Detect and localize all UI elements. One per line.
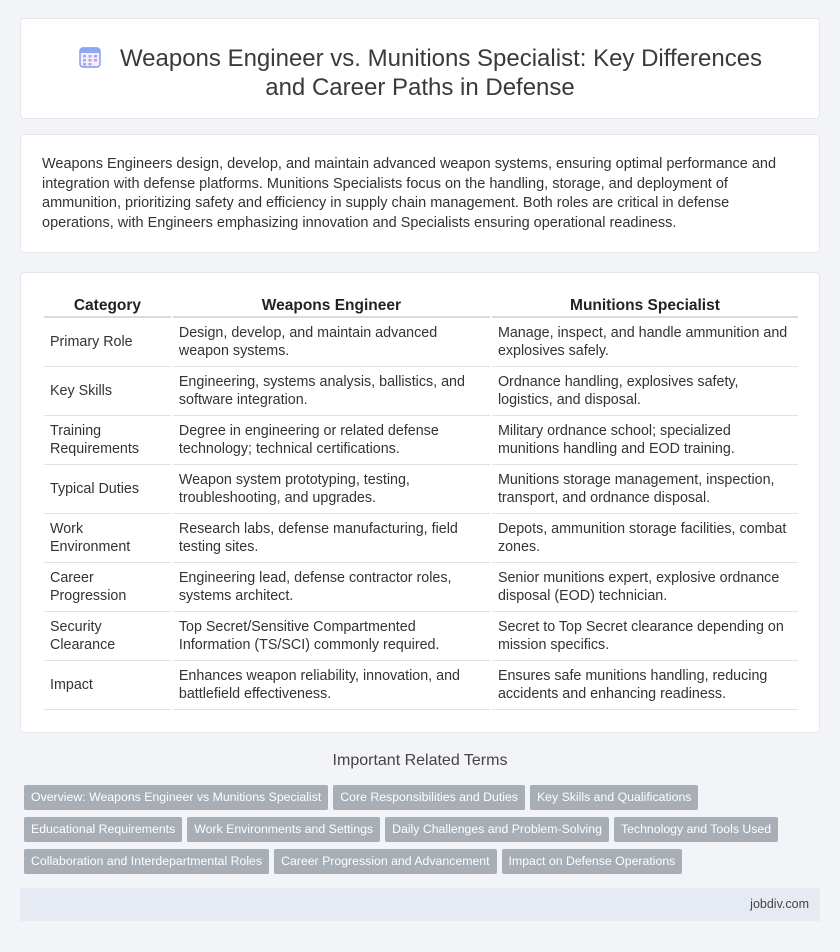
row-engineer-value: Enhances weapon reliability, innovation, and battlefield effectiveness. xyxy=(173,661,490,710)
row-specialist-value: Senior munitions expert, explosive ordnance disposal (EOD) technician. xyxy=(492,563,798,612)
intro-paragraph: Weapons Engineers design, develop, and maintain advanced weapon systems, ensuring optimal performance and integration with defense platforms. Munitions Specialists focus on the handling, storage, and deployment of ammunition, prioritizing safety and efficiency in supply chain management. Both roles are critical in defense operations, with Engineers emphasizing innovation and Specialists ensuring operational readiness. xyxy=(42,156,777,231)
table-row xyxy=(44,416,798,465)
column-header-category: Category xyxy=(44,296,171,318)
row-specialist-value: Manage, inspect, and handle ammunition and explosives safely. xyxy=(492,318,798,367)
table-row xyxy=(44,465,798,514)
row-category: Primary Role xyxy=(44,318,171,367)
table-header-row xyxy=(44,296,798,318)
row-specialist-value: Depots, ammunition storage facilities, combat zones. xyxy=(492,514,798,563)
related-term-tag[interactable]: Daily Challenges and Problem-Solving xyxy=(385,817,609,842)
related-term-tag[interactable]: Key Skills and Qualifications xyxy=(530,785,698,810)
table-row xyxy=(44,318,798,367)
related-term-tag[interactable]: Work Environments and Settings xyxy=(187,817,380,842)
row-category: Key Skills xyxy=(44,367,171,416)
related-term-tag[interactable]: Career Progression and Advancement xyxy=(274,849,496,874)
related-term-tag[interactable]: Educational Requirements xyxy=(24,817,182,842)
row-engineer-value: Top Secret/Sensitive Compartmented Information (TS/SCI) commonly required. xyxy=(173,612,490,661)
related-term-tag[interactable]: Impact on Defense Operations xyxy=(502,849,683,874)
row-specialist-value: Military ordnance school; specialized munitions handling and EOD training. xyxy=(492,416,798,465)
table-row xyxy=(44,514,798,563)
comparison-table-card xyxy=(20,272,820,733)
row-category: Training Requirements xyxy=(44,416,171,465)
row-specialist-value: Ensures safe munitions handling, reducing accidents and enhancing readiness. xyxy=(492,661,798,710)
header-card xyxy=(20,18,820,119)
table-row xyxy=(44,612,798,661)
related-term-tag[interactable]: Technology and Tools Used xyxy=(614,817,778,842)
row-engineer-value: Degree in engineering or related defense technology; technical certifications. xyxy=(173,416,490,465)
row-specialist-value: Ordnance handling, explosives safety, logistics, and disposal. xyxy=(492,367,798,416)
row-category: Security Clearance xyxy=(44,612,171,661)
row-engineer-value: Research labs, defense manufacturing, field testing sites. xyxy=(173,514,490,563)
column-header-munitions-specialist: Munitions Specialist xyxy=(492,296,798,318)
page-title: Weapons Engineer vs. Munitions Specialist: Key Differences and Career Paths in Defense xyxy=(119,45,763,101)
row-engineer-value: Engineering, systems analysis, ballistics, and software integration. xyxy=(173,367,490,416)
row-specialist-value: Munitions storage management, inspection, transport, and ordnance disposal. xyxy=(492,465,798,514)
table-row xyxy=(44,661,798,710)
row-engineer-value: Weapon system prototyping, testing, troubleshooting, and upgrades. xyxy=(173,465,490,514)
title-wrap xyxy=(61,44,779,102)
related-term-tag[interactable]: Overview: Weapons Engineer vs Munitions Specialist xyxy=(24,785,328,810)
calendar-icon xyxy=(78,45,102,69)
table-row xyxy=(44,367,798,416)
column-header-weapons-engineer: Weapons Engineer xyxy=(173,296,490,318)
row-category: Impact xyxy=(44,661,171,710)
comparison-table xyxy=(42,296,800,710)
row-category: Work Environment xyxy=(44,514,171,563)
row-engineer-value: Engineering lead, defense contractor roles, systems architect. xyxy=(173,563,490,612)
row-category: Typical Duties xyxy=(44,465,171,514)
footer xyxy=(20,888,820,921)
related-terms-heading: Important Related Terms xyxy=(332,752,508,769)
row-specialist-value: Secret to Top Secret clearance depending on mission specifics. xyxy=(492,612,798,661)
related-term-tag[interactable]: Collaboration and Interdepartmental Roles xyxy=(24,849,269,874)
table-row xyxy=(44,563,798,612)
row-engineer-value: Design, develop, and maintain advanced weapon systems. xyxy=(173,318,490,367)
related-term-tag[interactable]: Core Responsibilities and Duties xyxy=(333,785,525,810)
related-terms-list xyxy=(24,785,814,881)
row-category: Career Progression xyxy=(44,563,171,612)
intro-card xyxy=(20,134,820,253)
footer-site-link[interactable]: jobdiv.com xyxy=(750,897,809,911)
